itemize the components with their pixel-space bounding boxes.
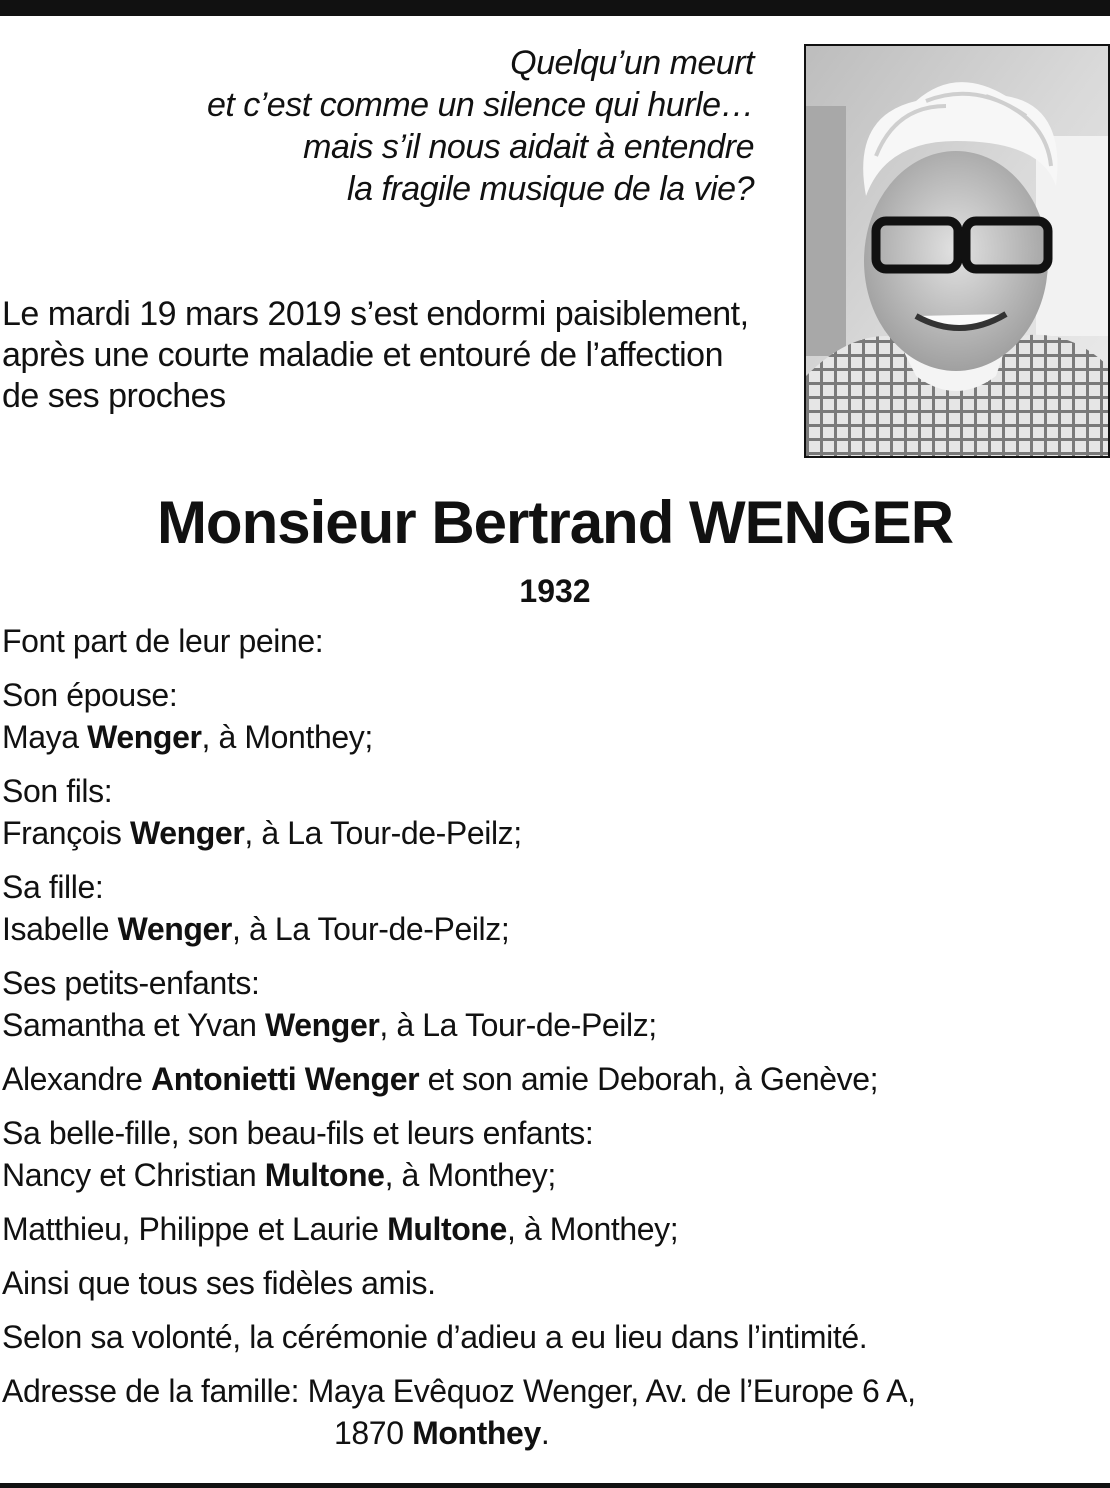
surname: Wenger: [117, 911, 232, 947]
grandchild-line: [2, 1058, 1102, 1100]
surname: Wenger: [130, 815, 245, 851]
son-line: [2, 812, 1102, 854]
birth-year: 1932: [519, 573, 591, 609]
first-name: Nancy et Christian: [2, 1157, 265, 1193]
poem-line: Quelqu’un meurt: [510, 44, 754, 82]
intro-line: de ses proches: [2, 377, 226, 415]
spouse-label: Son épouse:: [2, 677, 178, 713]
surname: Wenger: [265, 1007, 380, 1043]
announcement-body: [2, 620, 1102, 1454]
inlaws-label: Sa belle-fille, son beau-fils et leurs enfants:: [2, 1115, 594, 1151]
intro-text: [2, 294, 762, 417]
first-name: Matthieu, Philippe et Laurie: [2, 1211, 388, 1247]
surname: Wenger: [87, 719, 202, 755]
friends-line: Ainsi que tous ses fidèles amis.: [2, 1265, 436, 1301]
first-name: Isabelle: [2, 911, 118, 947]
address-city-line: [2, 1412, 1102, 1454]
surname: Antonietti Wenger: [151, 1061, 420, 1097]
first-name: François: [2, 815, 130, 851]
inlaw-line: [2, 1154, 1102, 1196]
poem-line: mais s’il nous aidait à entendre: [303, 128, 754, 166]
poem-line: la fragile musique de la vie?: [347, 170, 754, 208]
spouse-line: [2, 716, 1102, 758]
daughter-label: Sa fille:: [2, 869, 104, 905]
intro-line: Le mardi 19 mars 2019 s’est endormi paisiblement,: [2, 295, 749, 333]
address-line: Adresse de la famille: Maya Evêquoz Wenger, Av. de l’Europe 6 A,: [2, 1373, 916, 1409]
son-label: Son fils:: [2, 773, 113, 809]
intro-line: après une courte maladie et entouré de l’affection: [2, 336, 723, 374]
place: , à Monthey;: [384, 1157, 556, 1193]
first-name: Maya: [2, 719, 88, 755]
inlaw-line: [2, 1208, 1102, 1250]
grandchildren-line: [2, 1004, 1102, 1046]
bottom-rule: [0, 1483, 1110, 1488]
daughter-line: [2, 908, 1102, 950]
portrait-illustration: [806, 46, 1108, 456]
city: Monthey: [412, 1415, 541, 1451]
first-name: Alexandre: [2, 1061, 151, 1097]
place: , à Monthey;: [506, 1211, 679, 1247]
poem-quote: [54, 42, 754, 210]
portrait-photo: [804, 44, 1110, 458]
heading-line: Font part de leur peine:: [2, 623, 324, 659]
place: , à La Tour-de-Peilz;: [379, 1007, 657, 1043]
grandchildren-label: Ses petits-enfants:: [2, 965, 260, 1001]
deceased-name: Monsieur Bertrand WENGER: [156, 489, 954, 556]
place: , à Monthey;: [201, 719, 373, 755]
surname: Multone: [264, 1157, 385, 1193]
surname: Multone: [387, 1211, 507, 1247]
place: , à La Tour-de-Peilz;: [231, 911, 510, 947]
place: , à La Tour-de-Peilz;: [244, 815, 522, 851]
poem-line: et c’est comme un silence qui hurle…: [206, 86, 754, 124]
top-rule: [0, 0, 1110, 16]
punctuation: .: [540, 1415, 550, 1451]
zip-code: 1870: [334, 1415, 413, 1451]
place: et son amie Deborah, à Genève;: [419, 1061, 879, 1097]
ceremony-line: Selon sa volonté, la cérémonie d’adieu a eu lieu dans l’intimité.: [2, 1319, 868, 1355]
first-name: Samantha et Yvan: [2, 1007, 266, 1043]
